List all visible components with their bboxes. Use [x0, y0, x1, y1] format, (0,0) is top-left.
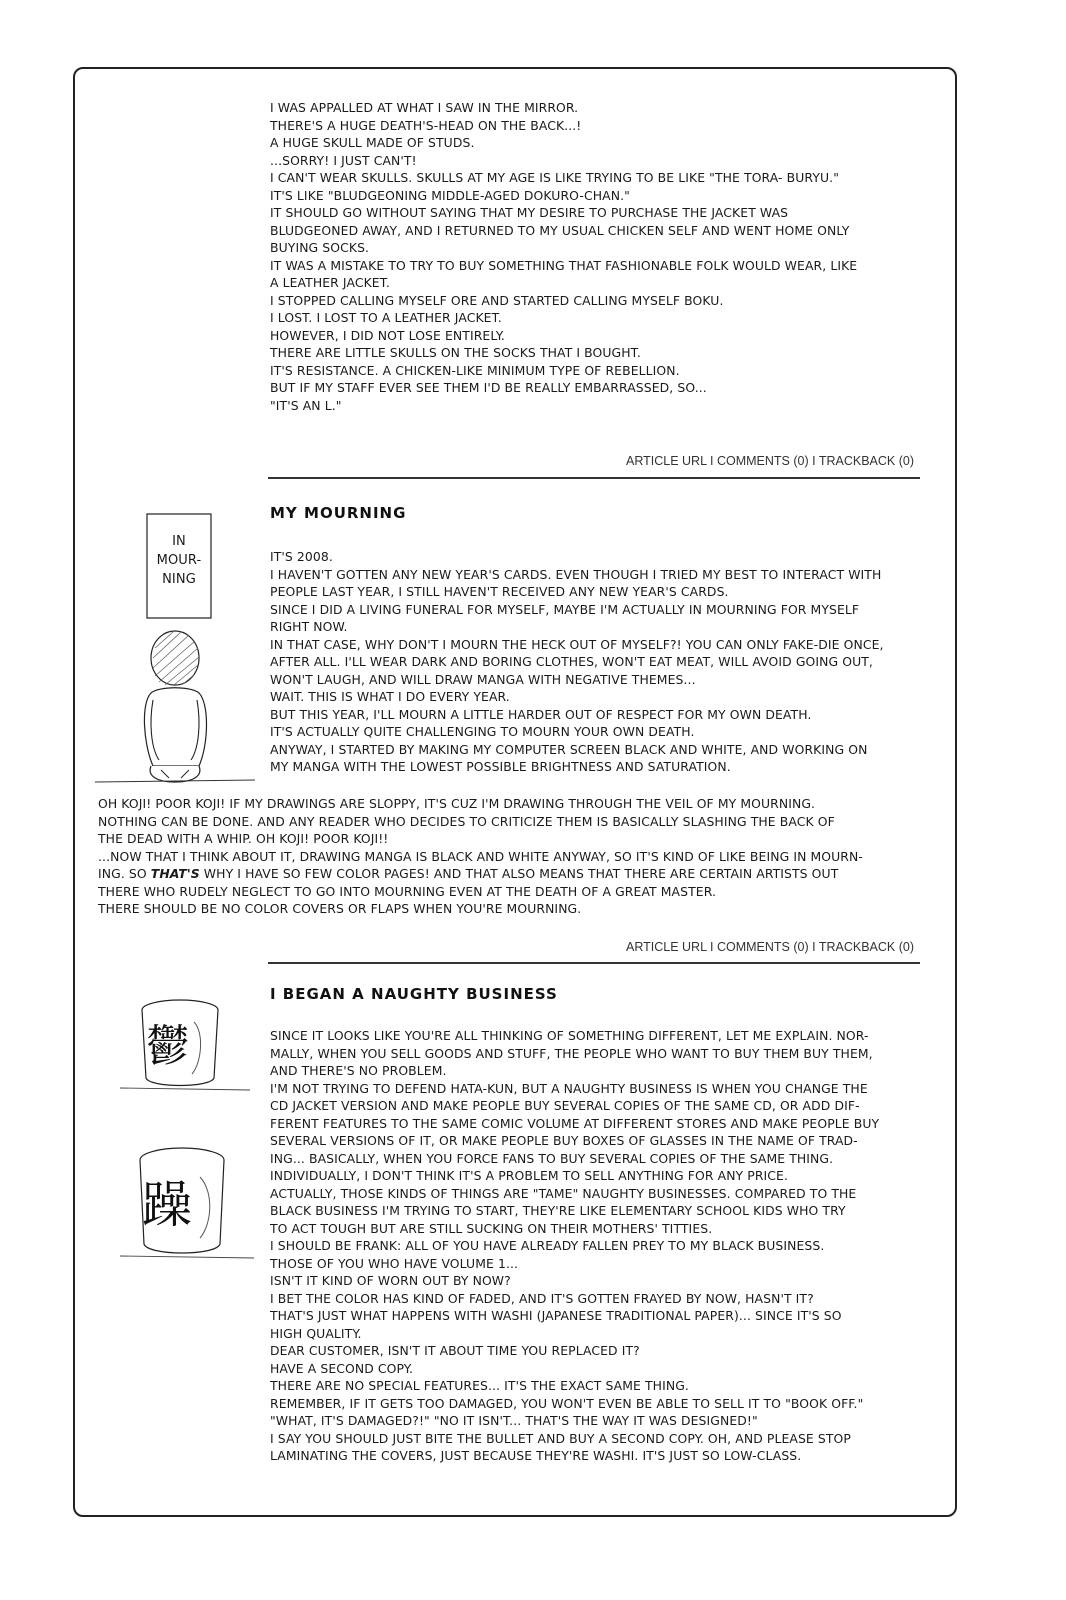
- text-line: THAT'S JUST WHAT HAPPENS WITH WASHI (JAPANESE TRADITIONAL PAPER)... SINCE IT'S SO: [270, 1308, 842, 1323]
- post2-body-indented: [270, 548, 884, 776]
- teacup-top-kanji: 鬱: [146, 1021, 190, 1072]
- text-line: HAVE A SECOND COPY.: [270, 1360, 414, 1376]
- post2-article-meta[interactable]: ARTICLE URL I COMMENTS (0) I TRACKBACK (0): [625, 940, 914, 954]
- mourning-sign-line: IN: [172, 534, 186, 549]
- mourning-sign-text: [147, 532, 211, 589]
- text-line: "IT'S AN L.": [270, 397, 342, 413]
- teacup-illustrations: [120, 992, 260, 1312]
- post2-line-emphasis: THAT'S: [150, 866, 200, 881]
- text-line: IT WAS A MISTAKE TO TRY TO BUY SOMETHING THAT FASHIONABLE FOLK WOULD WEAR, LIKE: [270, 257, 858, 273]
- text-line: IT'S RESISTANCE. A CHICKEN-LIKE MINIMUM TYPE OF REBELLION.: [270, 362, 680, 378]
- text-line: I BET THE COLOR HAS KIND OF FADED, AND IT'S GOTTEN FRAYED BY NOW, HASN'T IT?: [270, 1290, 814, 1306]
- text-line: WON'T LAUGH, AND WILL DRAW MANGA WITH NEGATIVE THEMES...: [270, 671, 696, 687]
- text-line: THERE WHO RUDELY NEGLECT TO GO INTO MOURNING EVEN AT THE DEATH OF A GREAT MASTER.: [98, 883, 716, 899]
- text-line: SINCE I DID A LIVING FUNERAL FOR MYSELF, MAYBE I'M ACTUALLY IN MOURNING FOR MYSELF: [270, 601, 860, 617]
- text-line: IT'S 2008.: [270, 549, 333, 564]
- text-line: I HAVEN'T GOTTEN ANY NEW YEAR'S CARDS. EVEN THOUGH I TRIED MY BEST TO INTERACT WITH: [270, 566, 882, 582]
- text-line: HIGH QUALITY.: [270, 1325, 362, 1341]
- mourning-sign-line: NING: [162, 572, 196, 587]
- post2-line: [98, 865, 863, 883]
- text-line: "WHAT, IT'S DAMAGED?!" "NO IT ISN'T... THAT'S THE WAY IT WAS DESIGNED!": [270, 1413, 758, 1428]
- text-line: I SHOULD BE FRANK: ALL OF YOU HAVE ALREADY FALLEN PREY TO MY BLACK BUSINESS.: [270, 1238, 825, 1253]
- text-line: INDIVIDUALLY, I DON'T THINK IT'S A PROBLEM TO SELL ANYTHING FOR ANY PRICE.: [270, 1168, 789, 1183]
- text-line: THERE ARE NO SPECIAL FEATURES... IT'S THE EXACT SAME THING.: [270, 1378, 689, 1393]
- text-line: BLACK BUSINESS I'M TRYING TO START, THEY'RE LIKE ELEMENTARY SCHOOL KIDS WHO TRY: [270, 1203, 846, 1218]
- post2-line-prefix: ING. SO: [98, 866, 151, 881]
- text-line: DEAR CUSTOMER, ISN'T IT ABOUT TIME YOU REPLACED IT?: [270, 1343, 640, 1358]
- text-line: AND THERE'S NO PROBLEM.: [270, 1063, 447, 1078]
- text-line: THOSE OF YOU WHO HAVE VOLUME 1...: [270, 1255, 519, 1271]
- text-line: IT'S LIKE "BLUDGEONING MIDDLE-AGED DOKURO-CHAN.": [270, 187, 630, 203]
- post1-divider: [268, 477, 920, 479]
- mourning-illustration: [95, 508, 255, 790]
- post2-divider: [268, 962, 920, 964]
- text-line: ...SORRY! I JUST CAN'T!: [270, 152, 417, 168]
- post1-body: [270, 99, 857, 414]
- text-line: BUT THIS YEAR, I'LL MOURN A LITTLE HARDER OUT OF RESPECT FOR MY OWN DEATH.: [270, 706, 812, 722]
- text-line: BLUDGEONED AWAY, AND I RETURNED TO MY USUAL CHICKEN SELF AND WENT HOME ONLY: [270, 222, 850, 238]
- text-line: THERE'S A HUGE DEATH'S-HEAD ON THE BACK...!: [270, 117, 582, 133]
- text-line: THE DEAD WITH A WHIP. OH KOJI! POOR KOJI!!: [98, 831, 389, 846]
- text-line: SEVERAL VERSIONS OF IT, OR MAKE PEOPLE BUY BOXES OF GLASSES IN THE NAME OF TRAD-: [270, 1133, 858, 1148]
- text-line: TO ACT TOUGH BUT ARE STILL SUCKING ON THEIR MOTHERS' TITTIES.: [270, 1220, 713, 1236]
- text-line: THERE SHOULD BE NO COLOR COVERS OR FLAPS WHEN YOU'RE MOURNING.: [98, 901, 582, 916]
- text-line: I CAN'T WEAR SKULLS. SKULLS AT MY AGE IS LIKE TRYING TO BE LIKE "THE TORA- BURYU.": [270, 170, 840, 185]
- text-line: CD JACKET VERSION AND MAKE PEOPLE BUY SEVERAL COPIES OF THE SAME CD, OR ADD DIF-: [270, 1098, 860, 1113]
- text-line: WAIT. THIS IS WHAT I DO EVERY YEAR.: [270, 689, 510, 704]
- teacup-drawings: [120, 992, 260, 1312]
- text-line: NOTHING CAN BE DONE. AND ANY READER WHO DECIDES TO CRITICIZE THEM IS BASICALLY SLASHING THE BACK OF: [98, 813, 835, 829]
- text-line: RIGHT NOW.: [270, 619, 348, 634]
- text-line: IN THAT CASE, WHY DON'T I MOURN THE HECK OUT OF MYSELF?! YOU CAN ONLY FAKE-DIE ONCE,: [270, 636, 884, 652]
- text-line: I'M NOT TRYING TO DEFEND HATA-KUN, BUT A NAUGHTY BUSINESS IS WHEN YOU CHANGE THE: [270, 1080, 868, 1096]
- text-line: IT SHOULD GO WITHOUT SAYING THAT MY DESIRE TO PURCHASE THE JACKET WAS: [270, 205, 789, 220]
- post3-body: [270, 1027, 879, 1465]
- text-line: I STOPPED CALLING MYSELF ORE AND STARTED CALLING MYSELF BOKU.: [270, 292, 724, 308]
- text-line: ACTUALLY, THOSE KINDS OF THINGS ARE "TAME" NAUGHTY BUSINESSES. COMPARED TO THE: [270, 1185, 857, 1201]
- text-line: FERENT FEATURES TO THE SAME COMIC VOLUME AT DIFFERENT STORES AND MAKE PEOPLE BUY: [270, 1115, 880, 1131]
- text-line: A LEATHER JACKET.: [270, 275, 390, 290]
- text-line: ING... BASICALLY, WHEN YOU FORCE FANS TO BUY SEVERAL COPIES OF THE SAME THING.: [270, 1150, 834, 1166]
- post2-line-suffix: WHY I HAVE SO FEW COLOR PAGES! AND THAT ALSO MEANS THAT THERE ARE CERTAIN ARTISTS OUT: [199, 866, 839, 881]
- mourning-sign-line: MOUR-: [156, 553, 202, 568]
- text-line: LAMINATING THE COVERS, JUST BECAUSE THEY'RE WASHI. IT'S JUST SO LOW-CLASS.: [270, 1448, 802, 1463]
- text-line: ...NOW THAT I THINK ABOUT IT, DRAWING MANGA IS BLACK AND WHITE ANYWAY, SO IT'S KIND OF LIKE BEING IN MOURN-: [98, 848, 863, 864]
- text-line: MALLY, WHEN YOU SELL GOODS AND STUFF, THE PEOPLE WHO WANT TO BUY THEM BUY THEM,: [270, 1045, 873, 1061]
- text-line: BUYING SOCKS.: [270, 240, 370, 255]
- text-line: THERE ARE LITTLE SKULLS ON THE SOCKS THAT I BOUGHT.: [270, 345, 641, 360]
- text-line: BUT IF MY STAFF EVER SEE THEM I'D BE REALLY EMBARRASSED, SO...: [270, 380, 707, 395]
- post1-article-meta[interactable]: ARTICLE URL I COMMENTS (0) I TRACKBACK (0): [625, 454, 914, 468]
- text-line: I LOST. I LOST TO A LEATHER JACKET.: [270, 310, 502, 325]
- text-line: I WAS APPALLED AT WHAT I SAW IN THE MIRROR.: [270, 100, 579, 115]
- text-line: MY MANGA WITH THE LOWEST POSSIBLE BRIGHTNESS AND SATURATION.: [270, 759, 731, 774]
- text-line: HOWEVER, I DID NOT LOSE ENTIRELY.: [270, 327, 505, 343]
- post2-body-full: [98, 795, 863, 918]
- text-line: ISN'T IT KIND OF WORN OUT BY NOW?: [270, 1273, 511, 1288]
- teacup-bottom-kanji: 躁: [142, 1176, 192, 1234]
- post2-title[interactable]: MY MOURNING: [270, 504, 407, 522]
- post3-title[interactable]: I BEGAN A NAUGHTY BUSINESS: [270, 985, 558, 1003]
- text-line: REMEMBER, IF IT GETS TOO DAMAGED, YOU WON'T EVEN BE ABLE TO SELL IT TO "BOOK OFF.": [270, 1395, 864, 1411]
- text-line: OH KOJI! POOR KOJI! IF MY DRAWINGS ARE SLOPPY, IT'S CUZ I'M DRAWING THROUGH THE VEIL OF MY MOURNING.: [98, 796, 816, 811]
- text-line: I SAY YOU SHOULD JUST BITE THE BULLET AND BUY A SECOND COPY. OH, AND PLEASE STOP: [270, 1430, 851, 1446]
- text-line: PEOPLE LAST YEAR, I STILL HAVEN'T RECEIVED ANY NEW YEAR'S CARDS.: [270, 584, 729, 599]
- text-line: IT'S ACTUALLY QUITE CHALLENGING TO MOURN YOUR OWN DEATH.: [270, 724, 695, 739]
- text-line: AFTER ALL. I'LL WEAR DARK AND BORING CLOTHES, WON'T EAT MEAT, WILL AVOID GOING OUT,: [270, 654, 873, 669]
- text-line: SINCE IT LOOKS LIKE YOU'RE ALL THINKING OF SOMETHING DIFFERENT, LET ME EXPLAIN. NOR-: [270, 1028, 869, 1043]
- text-line: A HUGE SKULL MADE OF STUDS.: [270, 135, 475, 150]
- text-line: ANYWAY, I STARTED BY MAKING MY COMPUTER SCREEN BLACK AND WHITE, AND WORKING ON: [270, 741, 868, 757]
